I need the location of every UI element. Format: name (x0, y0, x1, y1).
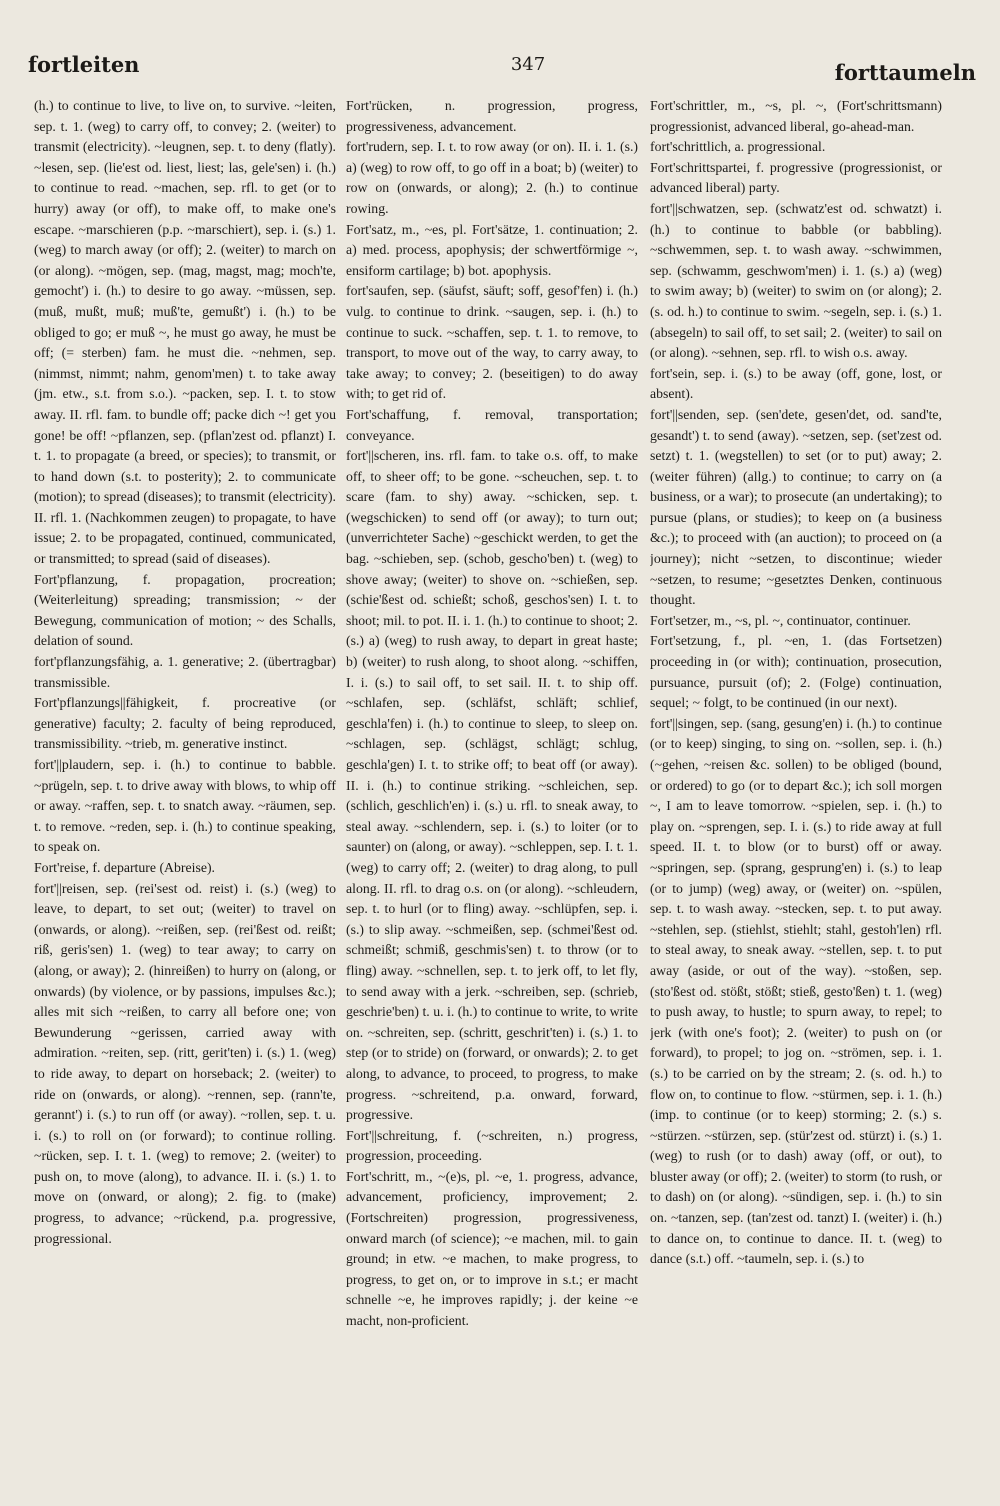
right-running-headword: forttaumeln (834, 60, 976, 85)
page-header (28, 52, 976, 92)
column-3 (650, 96, 942, 1476)
dictionary-entry: Fort'schrittler, m., ~s, pl. ~, (Fort'schrittsmann) progressionist, advanced liberal, go-ahead-man. (650, 98, 942, 134)
dictionary-entry: Fort'pflanzungs||fähigkeit, f. procreative (or generative) faculty; 2. faculty of being reproduced, transmissibility. ~trieb, m. generative instinct. (34, 695, 336, 752)
dictionary-entry: fort'||singen, sep. (sang, gesung'en) i. (h.) to continue (or to keep) singing, to sing on. ~sollen, sep. i. (h.) (~gehen, ~reisen &c. sollen) to be obliged (bound, or ordered) to go (or to depart &c.); ich soll morgen ~, I am to leave tomorrow. ~spielen, sep. i. (h.) to play on. ~sprengen, sep. I. i. (s.) to ride away at full speed. II. t. to blow (or to burst) off or away. ~springen, sep. (sprang, gesprung'en) i. (s.) to leap (or to jump) (weg) away, or (weiter) on. ~spülen, sep. t. to wash away. ~stecken, sep. t. to put away. ~stehlen, sep. (stiehlst, stiehlt; stahl, gestoh'len) rfl. to steal away, to sneak away. ~stellen, sep. t. to put away (aside, or out of the way). ~stoßen, sep. (sto'ßest od. stößt, stößt; stieß, gesto'ßen) t. 1. (weg) to push away, to hustle; to spurn away, to repel; to jerk (with one's foot); 2. (weiter) to push on (or forward), to propel; to jog on. ~strömen, sep. i. 1. (s.) to be carried on by the stream; 2. (s. od. h.) to flow on, to continue to flow. ~stürmen, sep. i. 1. (h.) (imp. to continue (or to keep) storming; 2. (s.) s. ~stürzen. ~stürzen, sep. (stür'zest od. stürzt) i. (s.) 1. (weg) to rush (or to dash) away (off, or out), to bluster away (or off); 2. (weiter) to storm (to rush, or to dash) on (or along). ~sündigen, sep. i. (h.) to sin on. ~tanzen, sep. (tan'zest od. tanzt) I. (weiter) i. (h.) to dance on, to continue to dance. II. t. (weg) to dance (s.t.) off. ~taumeln, sep. i. (s.) to (650, 715, 942, 1267)
dictionary-entry: Fort'setzung, f., pl. ~en, 1. (das Fortsetzen) proceeding in (or with); continuation, prosecution, pursuance, pursuit (of); 2. (Folge) continuation, sequel; ~ folgt, to be continued (in our next). (650, 633, 942, 711)
dictionary-entry: fort'saufen, sep. (säufst, säuft; soff, gesof'fen) i. (h.) vulg. to continue to drink. ~saugen, sep. i. (h.) to continue to suck. ~schaffen, sep. t. 1. to remove, to transport, to move out of the way, to carry away, to take away; to convey; 2. (beseitigen) to do away with; to get rid of. (346, 283, 638, 402)
dictionary-entry: Fort'rücken, n. progression, progress, progressiveness, advancement. (346, 98, 638, 134)
dictionary-entry: (h.) to continue to live, to live on, to survive. ~leiten, sep. t. 1. (weg) to carry off, to convey; 2. (weiter) to transmit (electricity). ~leugnen, sep. t. to deny (flatly). ~lesen, sep. (lie'est od. liest, liest; las, gele'sen) i. (h.) to continue to read. ~machen, sep. rfl. to get (or to hurry) away (or off), to make off, to make one's escape. ~marschieren (p.p. ~marschiert), sep. i. (s.) 1. (weg) to march away (or off); 2. (weiter) to march on (or along). ~mögen, sep. (mag, magst, mag; moch'te, gemocht') i. (h.) to desire to go away. ~müssen, sep. (muß, mußt, muß; muß'te, gemußt') i. (h.) to be obliged to go; er muß ~, he must go away, he must be off; (= sterben) fam. he must die. ~nehmen, sep. (nimmst, nimmt; nahm, genom'men) t. to take away (jm. etw., s.t. from s.o.). ~packen, sep. I. t. to stow away. II. rfl. fam. to bundle off; packe dich ~! get you gone! be off! ~pflanzen, sep. (pflan'zest od. pflanzt) I. t. 1. to propagate (a breed, or species); to transmit, or to hand down (s.t. to posterity); 2. to communicate (motion); to spread (diseases); to transmit (electricity). II. rfl. 1. (Nachkommen zeugen) to propagate, to have issue; 2. to be propagated, continued, communicated, or transmitted; to spread (said of diseases). (34, 98, 336, 567)
dictionary-entry: Fort'pflanzung, f. propagation, procreation; (Weiterleitung) spreading; transmission; ~ der Bewegung, communication of motion; ~ des Schalls, delation of sound. (34, 571, 336, 649)
dictionary-entry: Fort'setzer, m., ~s, pl. ~, continuator, continuer. (650, 612, 911, 628)
dictionary-entry: fort'pflanzungsfähig, a. 1. generative; 2. (übertragbar) transmissible. (34, 654, 336, 690)
left-running-headword: fortleiten (28, 52, 140, 77)
dictionary-entry: fort'||scheren, ins. rfl. fam. to take o.s. off, to make off, to sheer off; to be gone. ~scheuchen, sep. t. to scare (fam. to shy) away. ~schicken, sep. t. (wegschicken) to send off (or away); to turn out; (unverrichteter Sache) ~geschickt werden, to get the bag. ~schieben, sep. (schob, gescho'ben) t. (weg) to shove away; (weiter) to shove on. ~schießen, sep. (schie'ßest od. schießt; schoß, geschos'sen) I. t. to shoot; mil. to pot. II. i. 1. (h.) to continue to shoot; 2. (s.) a) (weg) to rush away, to depart in great haste; b) (weiter) to rush along, to shoot along. ~schiffen, I. i. (s.) to sail off, to set sail. II. t. to ship off. ~schlafen, sep. (schläfst, schläft; schlief, geschla'fen) i. (h.) to continue to sleep, to sleep on. ~schlagen, sep. (schlägst, schlägt; schlug, geschla'gen) I. t. to strike off; to beat off (or away). II. i. (h.) to continue striking. ~schleichen, sep. (schlich, geschlich'en) i. (s.) u. rfl. to sneak away, to steal away. ~schlendern, sep. i. (s.) to loiter (or to saunter) on (along, or away). ~schleppen, sep. I. t. 1. (weg) to carry off; 2. (weiter) to drag along, to pull along. II. rfl. to drag o.s. on (or along). ~schleudern, sep. t. to hurl (or to fling) away. ~schlüpfen, sep. i. (s.) to slip away. ~schmeißen, sep. (schmei'ßest od. schmeißt; schmiß, geschmis'sen) t. to throw (or to fling) away. ~schnellen, sep. t. to jerk off, to let fly, to send away with a jerk. ~schreiben, sep. (schrieb, geschrie'ben) t. u. i. (h.) to continue to write, to write on. ~schreiten, sep. (schritt, geschrit'ten) i. (s.) 1. to step (or to stride) on (forward, or onwards); 2. to get along, to advance, to proceed, to progress, to make progress. ~schreitend, p.a. onward, forward, progressive. (346, 448, 638, 1123)
column-2 (346, 96, 638, 1476)
dictionary-entry: fort'schrittlich, a. progressional. (650, 139, 826, 155)
column-1 (34, 96, 336, 1476)
dictionary-entry: Fort'schrittspartei, f. progressive (progressionist, or advanced liberal) party. (650, 159, 942, 196)
dictionary-entry: Fort'schritt, m., ~(e)s, pl. ~e, 1. progress, advance, advancement, proficiency, improvement; 2. (Fortschreiten) progression, progressiveness, onward march (of science); ~e machen, mil. to gain ground; in etw. ~e machen, to make progress, to progress, to get on, or to improve in s.t.; er macht schnelle ~e, he improves rapidly; j. der keine ~e macht, non-proficient. (346, 1168, 638, 1329)
dictionary-entry: fort'||reisen, sep. (rei'sest od. reist) i. (s.) (weg) to leave, to depart, to set out; (weiter) to travel on (onwards, or along). ~reißen, sep. (rei'ßest od. reißt; riß, geris'sen) 1. (weg) to tear away; to carry on (along, or away); 2. (hinreißen) to hurry on (along, or onwards) (by violence, or by passions, impulses &c.); alles mit sich ~reißen, to carry all before one; von Bewunderung ~gerissen, carried away with admiration. ~reiten, sep. (ritt, gerit'ten) i. (s.) 1. (weg) to ride away, to depart on horseback; 2. (weiter) to ride on (onwards, or along). ~rennen, sep. (rann'te, gerannt') i. (s.) to run off (or away). ~rollen, sep. t. u. i. (s.) to roll on (or forward); to continue rolling. ~rücken, sep. I. t. 1. (weg) to remove; 2. (weiter) to push on, to move (along), to advance. II. i. (s.) 1. to move on (onward, or along); 2. fig. to (make) progress, to advance; ~rückend, p.a. progressive, progressional. (34, 880, 336, 1246)
dictionary-entry: fort'||plaudern, sep. i. (h.) to continue to babble. ~prügeln, sep. t. to drive away with blows, to whip off or away. ~raffen, sep. t. to snatch away. ~räumen, sep. t. to remove. ~reden, sep. i. (h.) to continue speaking, to speak on. (34, 757, 336, 855)
dictionary-entry: Fort'reise, f. departure (Abreise). (34, 859, 216, 875)
dictionary-entry: fort'||senden, sep. (sen'dete, gesen'det, od. sand'te, gesandt') t. to send (away). ~setzen, sep. (set'zest od. setzt) t. 1. (wegstellen) to set (or to put) away; 2. (weiter führen) (allg.) to continue; to carry on (a business, or a war); to prosecute (an undertaking); to pursue (plans, or studies); to keep on (a business &c.); to proceed with (an auction); to proceed on (a journey); nicht ~setzen, to discontinue; wieder ~setzen, to resume; ~gesetztes Denken, continuous thought. (650, 406, 942, 608)
dictionary-entry: Fort'schaffung, f. removal, transportation; conveyance. (346, 406, 638, 443)
page-number: 347 (510, 54, 546, 75)
dictionary-entry: fort'sein, sep. i. (s.) to be away (off, gone, lost, or absent). (650, 365, 942, 402)
dictionary-entry: fort'rudern, sep. I. t. to row away (or on). II. i. 1. (s.) a) (weg) to row off, to go off in a boat; b) (weiter) to row on (onwards, or along); 2. (h.) to continue rowing. (346, 139, 638, 216)
dictionary-entry: Fort'satz, m., ~es, pl. Fort'sätze, 1. continuation; 2. a) med. process, apophysis; der schwertförmige ~, ensiform cartilage; b) bot. apophysis. (346, 221, 638, 278)
dictionary-entry: Fort'||schreitung, f. (~schreiten, n.) progress, progression, proceeding. (346, 1127, 638, 1164)
dictionary-entry: fort'||schwatzen, sep. (schwatz'est od. schwatzt) i. (h.) to continue to babble (or babbling). ~schwemmen, sep. t. to wash away. ~schwimmen, sep. (schwamm, geschwom'men) i. 1. (s.) a) (weg) to swim away; b) (weiter) to swim on (or along); 2. (s. od. h.) to continue to swim. ~segeln, sep. i. (s.) 1. (absegeln) to sail off, to set sail; 2. (weiter) to sail on (or along). ~sehnen, sep. rfl. to wish o.s. away. (650, 200, 942, 361)
